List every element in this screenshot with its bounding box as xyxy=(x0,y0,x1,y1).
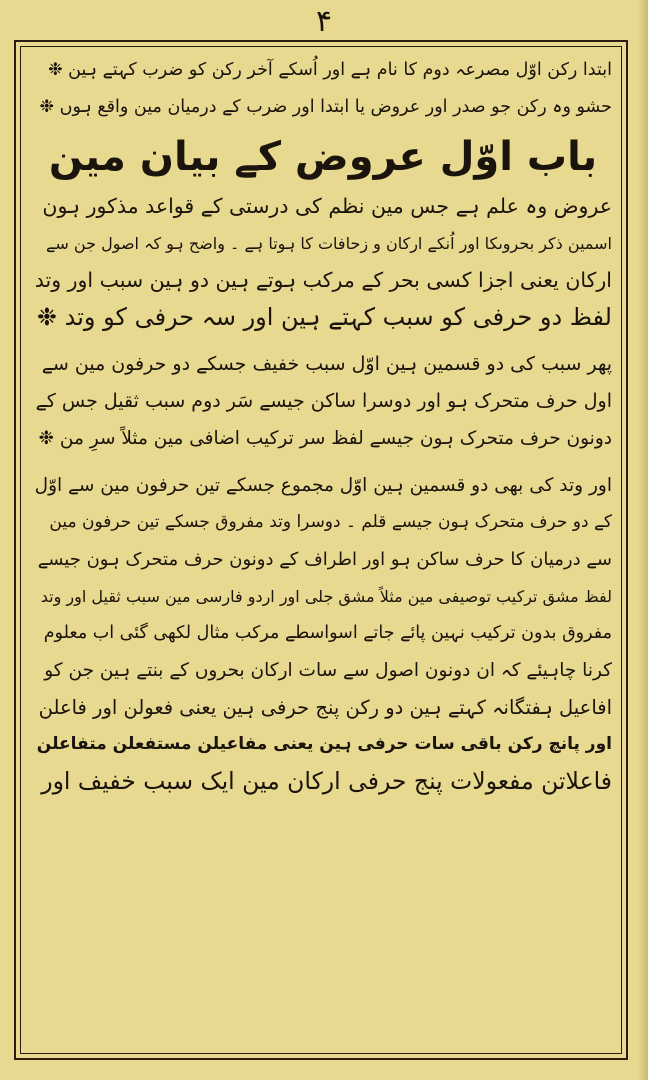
para2-line: پھر سبب کی دو قسمین ہین اوّل سبب خفیف جسکے دو حرفون مین سے xyxy=(41,353,612,375)
para2-line: اول حرف متحرک ہو اور دوسرا ساکن جیسے سَر دوم سبب ثقیل جس کے xyxy=(35,390,612,412)
para3-line: فاعلاتن مفعولات پنج حرفی ارکان مین ایک سبب خفیف اور xyxy=(41,767,612,795)
intro-line-hashw: حشو وہ رکن جو صدر اور عروض یا ابتدا اور ضرب کے درمیان مین واقع ہوں ❉ xyxy=(39,97,612,117)
para1-line: لفظ دو حرفی کو سبب کہتے ہین اور سہ حرفی کو وتد ❉ xyxy=(36,303,612,331)
para3-line: کے دو حرف متحرک ہون جیسے قلم ۔ دوسرا وتد مفروق جسکے تین حرفون مین xyxy=(49,512,612,532)
para1-line: اسمین ذکر بحروںکا اور اُنکے ارکان و زحافات کا ہوتا ہے ۔ واضح ہو کہ اصول جن سے xyxy=(46,234,612,253)
page-edge xyxy=(638,0,648,1080)
para3-line: سے درمیان کا حرف ساکن ہو اور اطراف کے دونون حرف متحرک ہون جیسے xyxy=(37,549,612,570)
page-body xyxy=(34,52,612,800)
para3-line: لفظ مشق ترکیب توصیفی مین مثلاً مشق جلی اور اردو فارسی مین سبب ثقیل اور وتد xyxy=(40,587,612,606)
para3-line: مفروق بدون ترکیب نہین پائے جاتے اسواسطے مرکب مثال لکھی گئی اب معلوم xyxy=(43,623,612,643)
para3-line: اور پانچ رکن باقی سات حرفی ہین یعنی مفاعیلن مستفعلن متفاعلن xyxy=(36,734,612,754)
para1-line: ارکان یعنی اجزا کسی بحر کے مرکب ہوتے ہین دو ہین سبب اور وتد xyxy=(34,268,612,292)
page-number: ۴ xyxy=(315,4,333,39)
intro-line-ibtida: ابتدا رکن اوّل مصرعہ دوم کا نام ہے اور اُسکے آخر رکن کو ضرب کہتے ہین ❉ xyxy=(47,60,612,80)
chapter-heading: باب اوّل عروض کے بیان مین xyxy=(48,134,598,180)
para3-line: اور وتد کی بھی دو قسمین ہین اوّل مجموع جسکے تین حرفون مین سے اوّل xyxy=(34,475,612,496)
para2-line: دونون حرف متحرک ہون جیسے لفظ سر ترکیب اضافی مین مثلاً سرِ من ❉ xyxy=(38,428,612,449)
para1-line: عروض وہ علم ہے جس مین نظم کی درستی کے قواعد مذکور ہون xyxy=(42,194,612,218)
para3-line: افاعیل ہفتگانہ کہتے ہین دو رکن پنج حرفی ہین یعنی فعولن اور فاعلن xyxy=(38,696,612,719)
para3-line: کرنا چاہیئے کہ ان دونون اصول سے سات ارکان بحروں کے بنتے ہین جن کو xyxy=(44,660,612,681)
